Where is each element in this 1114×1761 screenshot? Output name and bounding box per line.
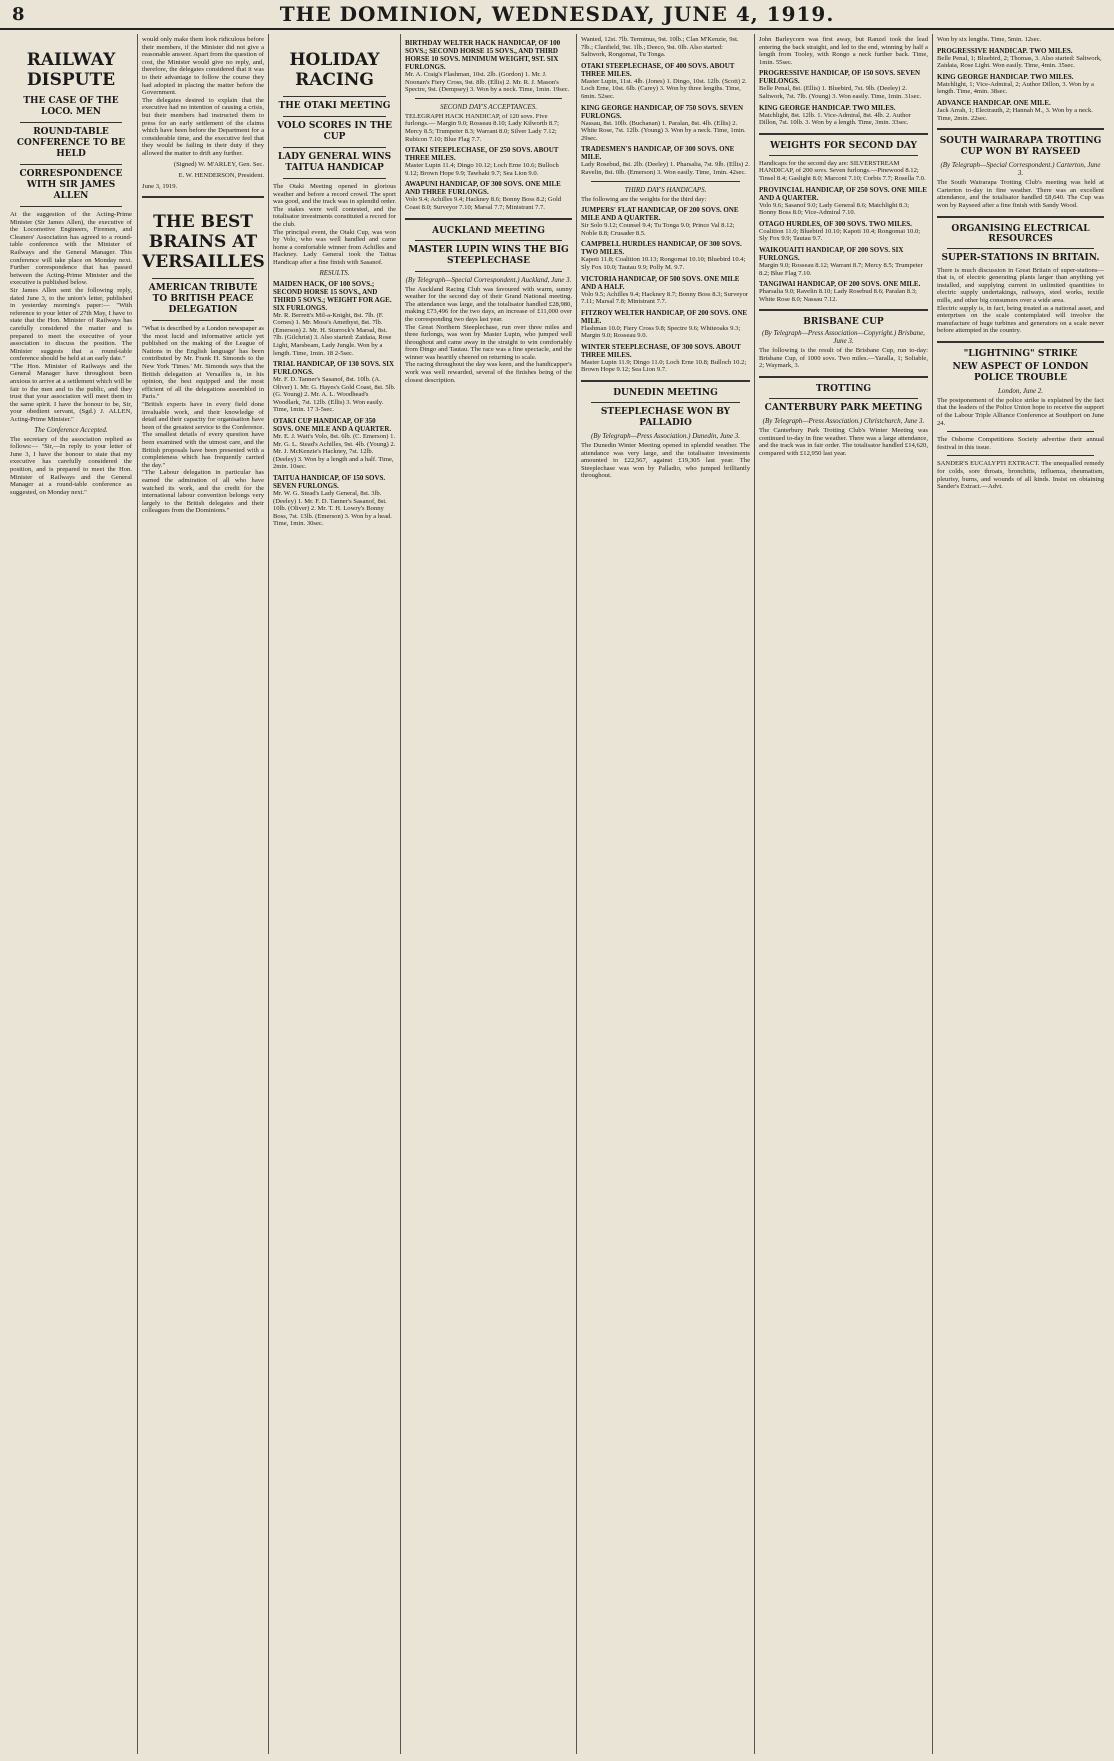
race-heading: WINTER STEEPLECHASE, OF 300 SOVS. ABOUT THREE MILES. [581, 342, 741, 359]
article-paragraph: The principal event, the Otaki Cup, was won by Volo, who was well handled and came home a comfortable winner from Achilles and Hackney. Lady General took the Taitua Handicap after a fine finish with Sasanof. [273, 228, 396, 266]
divider [405, 218, 572, 220]
race-result: Mr. E. J. Watt's Volo, 8st. 6lb. (C. Emerson) 1. Mr. G. L. Stead's Achilles, 9st. 4lb. (Young) 2. Mr. J. McKenzie's Hackney, 7st. 12lb. (Deeley) 3. Won by a length and a half. Time, 2min. 10sec. [273, 433, 396, 471]
wairarapa-headline: SOUTH WAIRARAPA TROTTING CUP WON BY RAYSEED [939, 136, 1102, 158]
article-paragraph: There is much discussion in Great Britain of super-stations—that is, of electric generating plants larger than anything yet installed, and supplying current in unlimited quantities to electric supply undertakings, railways, steel works, textile mills, and other big consumers over a wide area. [937, 266, 1104, 304]
dateline: London, June 2. [997, 386, 1044, 395]
holiday-racing-headline: HOLIDAY RACING [289, 50, 380, 90]
newspaper-title: THE DOMINION, WEDNESDAY, JUNE 4, 1919. [279, 2, 835, 26]
race-result: Nassau, 8st. 10lb. (Buchanan) 1. Paralan, 8st. 4lb. (Ellis) 2. White Rose, 7st. 12lb. (Young) 3. Won by a neck. Time, 1min. 29sec. [581, 119, 746, 142]
race-heading: ADVANCE HANDICAP. ONE MILE. [937, 98, 1051, 107]
electrical-subhead: SUPER-STATIONS IN BRITAIN. [941, 252, 1100, 263]
auckland-subhead: MASTER LUPIN WINS THE BIG STEEPLECHASE [408, 244, 569, 266]
article-paragraph: The Auckland Racing Club was favoured with warm, sunny weather for the second day of their Grand National meeting. The attendance was large, and the totalisator handled £28,980, making £73,496 for the two days, an increase of £11,000 over the corresponding two days last year. [405, 285, 572, 323]
column-7 [932, 34, 1108, 1754]
signature-line: (Signed) W. M'ARLEY, Gen. Sec. [173, 160, 264, 168]
divider [591, 402, 740, 403]
race-heading: OTAKI CUP HANDICAP, OF 350 SOVS. ONE MILE AND A QUARTER. [273, 417, 392, 434]
race-result: Jack Arrah, 1; Electrauth, 2; Hannah M., 3. Won by a neck. Time, 2min. 22sec. [937, 106, 1093, 122]
section-subhead: SECOND DAY'S ACCEPTANCES. [439, 102, 538, 111]
railway-subhead-1: THE CASE OF THE LOCO. MEN [23, 96, 119, 117]
race-heading: PROGRESSIVE HANDICAP, OF 150 SOVS. SEVEN FURLONGS. [759, 69, 921, 86]
divider [283, 178, 386, 179]
race-result: Won by six lengths. Time, 5min. 12sec. [937, 36, 1042, 43]
race-result: Belle Penal, 8st. (Ellis) 1. Bluebird, 7st. 9lb. (Deeley) 2. Saltwork, 7st. 7lb. (Young) 3. Won easily. Time, 1min. 31sec. [759, 85, 922, 100]
advertisement: SANDER'S EUCALYPTI EXTRACT. The unequalled remedy for colds, sore throats, bronchitis, influenza, rheumatism, pleurisy, burns, and wounds of all kinds. Insist on obtaining Sander's Extract.—Advt. [937, 460, 1104, 491]
article-paragraph: At the suggestion of the Acting-Prime Minister (Sir James Allen), the executive of the Locomotive Engineers, Firemen, and Cleaners' Association has agreed to a round-table conference with the Minister of Railways and the General Manager. This conference will take place on Monday next. Further correspondence that has passed between the Acting-Prime Minister and the executive is published below. [10, 211, 132, 287]
article-paragraph: "The Labour delegation in particular has earned the admiration of all who have watched its work, and the credit for the international labour convention belongs very largely to the British delegates and their colleagues from the Dominions." [142, 469, 264, 515]
race-heading: CAMPBELL HURDLES HANDICAP, OF 300 SOVS. TWO MILES. [581, 240, 742, 257]
divider [415, 98, 562, 99]
divider [152, 320, 254, 321]
race-heading: TANGIWAI HANDICAP, OF 200 SOVS. ONE MILE. [759, 280, 921, 289]
race-result: Master Lupin, 11st. 4lb. (Jones) 1. Dingo, 10st. 12lb. (Scott) 2. Loch Erne, 10st. 6lb. (Carey) 3. Won by three lengths. Time, 6min. 52sec. [581, 77, 747, 100]
divider [283, 116, 386, 117]
race-heading: JUMPERS' FLAT HANDICAP, OF 200 SOVS. ONE MILE AND A QUARTER. [581, 206, 739, 223]
handicap-weights: Master Lupin 11.9; Dingo 11.0; Loch Erne 10.8; Bulloch 10.2; Brown Hope 9.12; Sea Lion 9.7. [581, 358, 747, 374]
race-heading: VICTORIA HANDICAP, OF 500 SOVS. ONE MILE AND A HALF. [581, 274, 740, 291]
race-result: Belle Penal, 1; Bluebird, 2; Thomas, 3. Also started: Saltwork, Zaidaia, Rose Light. Won easily. Time, 4min. 35sec. [937, 54, 1102, 70]
column-2 [137, 34, 268, 1754]
race-heading: PROVINCIAL HANDICAP, OF 250 SOVS. ONE MILE AND A QUARTER. [759, 185, 927, 202]
column-6 [754, 34, 932, 1754]
dateline: (By Telegraph—Press Association—Copyright.) Brisbane, June 3. [762, 329, 925, 346]
divider [591, 181, 740, 182]
dateline: (By Telegraph—Special Correspondent.) Auckland, June 3. [405, 275, 572, 284]
dateline: (By Telegraph—Press Association.) Dunedin, June 3. [590, 432, 741, 441]
race-result: Wanted, 12st. 7lb. Terminus, 9st. 10lb.; Clan M'Kenzie, 9st. 7lb.; Clanfield, 9st. 1lb.; Deeco, 9st. 0lb. Also started: Saltwork, Rongomai, Tu Tonga. [581, 36, 739, 59]
masthead [0, 0, 1114, 30]
race-heading: MAIDEN HACK, OF 100 SOVS.; SECOND HORSE 15 SOVS., AND THIRD 5 SOVS.; WEIGHT FOR AGE. SIX FURLONGS. [273, 279, 392, 312]
column-4 [400, 34, 576, 1754]
results-heading: RESULTS. [319, 268, 350, 277]
column-1 [6, 34, 136, 1754]
railway-dispute-headline: RAILWAY DISPUTE [26, 50, 116, 90]
railway-subhead-3: CORRESPONDENCE WITH SIR JAMES ALLEN [19, 169, 123, 201]
railway-subhead-2: ROUND-TABLE CONFERENCE TO BE HELD [16, 127, 126, 159]
race-heading: BIRTHDAY WELTER HACK HANDICAP, OF 100 SOVS.; SECOND HORSE 15 SOVS., AND THIRD HORSE 10 SOVS. MINIMUM WEIGHT, 9ST. SIX FURLONGS. [405, 39, 561, 71]
handicap-weights: Kapoti 11.8; Coalition 10.13; Rongomai 10.10; Bluebird 10.4; Sly Fox 10.0; Tautau 9.9; Polly M. 9.7. [581, 256, 746, 271]
weights-second-day-headline: WEIGHTS FOR SECOND DAY [770, 140, 917, 151]
divider [947, 248, 1094, 249]
race-heading: FITZROY WELTER HANDICAP, OF 200 SOVS. ONE MILE. [581, 308, 748, 325]
article-paragraph: "British experts have in every field done invaluable work, and their knowledge of detail and their capacity for organisation have been of the greatest service to the Conference. The smallest details of every question have been examined with the utmost care, and the British proposals have been presented with a completeness which has frequently carried the day." [142, 401, 264, 469]
divider [937, 128, 1104, 130]
race-result: Lady Rosebud, 8st. 2lb. (Deeley) 1. Pharsalia, 7st. 9lb. (Ellis) 2. Ravelin, 8st. 0lb. (Emerson) 3. Won easily. Time, 1min. 42sec. [581, 161, 750, 176]
handicap-weights: Coalition 11.0; Bluebird 10.10; Kapoti 10.4; Rongomai 10.0; Sly Fox 9.9; Tautau 9.7. [759, 227, 921, 243]
advertisement: The Osborne Competitions Society advertise their annual festival in this issue. [937, 436, 1104, 451]
article-paragraph: Sir James Allen sent the following reply, dated June 3, to the union's letter, published in yesterday morning's paper:— "With reference to your letter of 27th May, I have to state that the Hon. Minister of Railways has carefully considered the matter and is prepared to meet the executive of your association to discuss the position. The Minister suggests that a round-table conference should be held at an early date." [10, 286, 132, 363]
divider [937, 341, 1104, 343]
article-paragraph: The Great Northern Steeplechase, run over three miles and three furlongs, was won by Master Lupin, who jumped well throughout and came away in the straight to win comfortably from Dingo and Tautau. The race was a fine spectacle, and the winner was heartily cheered on returning to scale. [405, 323, 572, 361]
trotting-subhead: CANTERBURY PARK MEETING [764, 403, 923, 414]
divider [947, 431, 1094, 432]
divider [759, 376, 928, 378]
lightning-subhead: NEW ASPECT OF LONDON POLICE TROUBLE [952, 361, 1089, 383]
handicap-weights: Sir Solo 9.12; Counsel 9.4; Tu Tonga 9.0; Prince Val 8.12; Noble 8.8; Crusader 8.5. [581, 222, 735, 237]
electrical-resources-headline: ORGANISING ELECTRICAL RESOURCES [951, 223, 1090, 244]
divider [759, 133, 928, 135]
race-heading: TAITUA HANDICAP, OF 150 SOVS. SEVEN FURLONGS. [273, 474, 386, 491]
article-paragraph: The following is the result of the Brisbane Cup, run to-day: Brisbane Cup, of 1000 sovs. Two miles.—Yaralla, 1; Soliable, 2; Waymark, 3. [759, 347, 928, 370]
divider [947, 455, 1094, 456]
race-result: Mr. A. Craig's Flashman, 10st. 2lb. (Gordon) 1. Mr. J. Noonan's Fiery Cross, 9st. 8lb. (Ellis) 2. Mr. R. J. Mason's Spectre, 9st. (Dempsey) 3. Won by a neck. Time, 1min. 19sec. [405, 71, 570, 94]
letter-date: June 3, 1919. [142, 182, 178, 190]
lightning-strike-headline: "LIGHTNING" STRIKE [963, 348, 1078, 359]
racing-subhead-3: LADY GENERAL WINS TAITUA HANDICAP [277, 152, 392, 173]
divider [769, 398, 918, 399]
dunedin-subhead: STEEPLECHASE WON BY PALLADIO [600, 407, 731, 429]
race-heading: PROGRESSIVE HANDICAP. TWO MILES. [937, 46, 1073, 55]
race-heading: OTAGO HURDLES, OF 300 SOVS. TWO MILES. [759, 219, 912, 228]
handicap-weights: Volo 9.5; Achilles 9.4; Hackney 8.7; Bonny Boss 8.3; Surveyor 7.11; Marsal 7.8; Ministrant 7.7. [581, 290, 749, 306]
article-paragraph: "The Hon. Minister of Railways and the General Manager have throughout been anxious to arrive at a settlement which will be fair to the men and to the public, and they trust that your association will meet them in the same spirit. I have the honour to be, Sir, your obedient servant, (Sgd.) J. ALLEN, Acting-Prime Minister." [10, 362, 132, 424]
divider [20, 122, 122, 123]
handicap-weights: Volo 9.6; Sasanof 9.0; Lady General 8.6; Matchlight 8.3; Bonny Boss 8.0; Vice-Admiral 7.10. [759, 201, 910, 217]
divider [937, 216, 1104, 218]
article-paragraph: The Canterbury Park Trotting Club's Winter Meeting was continued to-day in fine weather. There was a large attendance, and the track was in fair order. The totalisator handled £14,620, compared with £12,950 last year. [759, 427, 928, 457]
section-subhead: THIRD DAY'S HANDICAPS. [624, 185, 707, 194]
section-subhead: The Conference Accepted. [34, 425, 108, 434]
article-paragraph: The Dunedin Winter Meeting opened in splendid weather. The attendance was very large, and the totalisator investments amounted to £22,567, against £19,305 last year. The Steeplechase was won by Palladio, who jumped brilliantly throughout. [581, 442, 750, 480]
race-result: Mr. F. D. Tanner's Sasanof, 8st. 10lb. (A. Oliver) 1. Mr. G. Hayes's Gold Coast, 8st. 5lb. (G. Young) 2. Mr. A. L. Woodhead's Woodlark, 7st. 12lb. (Ellis) 3. Won easily. Time, 1min. 17 3-5sec. [273, 376, 396, 414]
racing-subhead-2: VOLO SCORES IN THE CUP [276, 121, 393, 142]
article-paragraph: The racing throughout the day was keen, and the handicapper's work was well rewarded, several of the finishes being of the closest description. [405, 361, 572, 384]
auckland-meeting-headline: AUCKLAND MEETING [432, 225, 545, 236]
divider [415, 271, 562, 272]
article-paragraph: "What is described by a London newspaper as 'the most lucid and informative article yet published on the making of the League of Nations in the English language' has been contributed by Mr. Frank H. Simonds to the New York 'Times.' Mr. Simonds says that the British delegation at Versailles is, in his opinion, the best equipped and the most efficient of all the delegations assembled in Paris." [142, 325, 264, 401]
brisbane-cup-headline: BRISBANE CUP [803, 317, 884, 328]
handicap-weights: Flashman 10.0; Fiery Cross 9.8; Spectre 9.6; Whiteoaks 9.3; Margin 9.0; Rosseau 9.0. [581, 324, 741, 340]
divider [20, 206, 122, 207]
page-number: 8 [12, 4, 25, 25]
column-3 [268, 34, 400, 1754]
article-paragraph: The Otaki Meeting opened in glorious weather and before a record crowd. The sport was good, and the track was in splendid order. The stakes were well contested, and the totalisator investments constituted a record for the club. [273, 183, 396, 228]
intro-line: The following are the weights for the third day: [581, 195, 707, 203]
race-heading: KING GEORGE HANDICAP. TWO MILES. [937, 72, 1074, 81]
race-result: Matchlight, 1; Vice-Admiral, 2; Author Dillon, 3. Won by a length. Time, 4min. 38sec. [937, 80, 1094, 96]
race-heading: OTAKI STEEPLECHASE, OF 400 SOVS. ABOUT THREE MILES. [581, 61, 735, 78]
acceptances: TELEGRAPH HACK HANDICAP, of 120 sovs. Five furlongs.— Margin 9.0; Rosseau 8.10; Lady Kilworth 8.7; Mercy 8.5; Trumpeter 8.3; Warrant 8.0; Silver Lady 7.12; Rubicon 7.10; Blue Flag 7.7. [405, 112, 559, 143]
trotting-headline: TROTTING [815, 384, 872, 395]
race-heading: OTAKI STEEPLECHASE, OF 250 SOVS. ABOUT THREE MILES. [405, 146, 559, 163]
acceptances: Master Lupin 11.4; Dingo 10.12; Loch Erne 10.6; Bulloch 9.12; Brown Hope 9.9; Tawhaki 9.7; Sea Lion 9.0. [405, 162, 559, 177]
handicap-weights: Handicaps for the second day are: SILVERSTREAM HANDICAP, of 200 sovs. Seven furlongs.—Pinewood 8.12; Tinsel 8.4; Gaslight 8.0; Marconi 7.10; Corbis 7.7; Rosella 7.0. [759, 159, 926, 182]
divider [152, 278, 254, 279]
racing-subhead-1: THE OTAKI MEETING [278, 101, 391, 111]
page-columns [6, 34, 1108, 1756]
article-paragraph: The South Wairarapa Trotting Club's meeting was held at Carterton to-day in fine weather. There was an excellent attendance, and the totalisator handled £8,640. The Cup was won by Rayseed after a fine finish with Sandy Wood. [937, 179, 1104, 209]
dateline: (By Telegraph—Press Association.) Christchurch, June 3. [762, 417, 925, 426]
dunedin-meeting-headline: DUNEDIN MEETING [613, 388, 718, 399]
divider [20, 164, 122, 165]
article-paragraph: John Barleycorn was first away, but Ranzel took the lead entering the back straight, and led to the end, winning by half a length from Tooley, with Rongo a neck further back. Time, 1min. 55sec. [759, 36, 928, 66]
article-paragraph: would only make them look ridiculous before their members, if the Minister did not give a reasonable answer. Apart from the question of cost, the Minister would give no reply, and, therefore, the delegates considered that it was to their advantage to follow the course they had adopted in placing the matter before the Government. [142, 36, 264, 97]
article-paragraph: The delegates desired to explain that the executive had no intention of causing a crisis, but their members had instructed them to press for an early settlement of the claims which have been before the Department for a considerable time, and the executive feel that they would be failing in their duty if they allowed the matter to drift any further. [142, 96, 264, 157]
article-paragraph: Electric supply is, in fact, being treated as a national asset, and enterprises on the scale contemplated will involve the manufacture of huge turbines and generators on a scale never before attempted in the country. [937, 304, 1104, 335]
article-paragraph: The postponement of the police strike is explained by the fact that the leaders of the Police Union hope to receive the support of the Labour Triple Alliance Conference at Southport on June 24. [937, 396, 1104, 427]
acceptances: Volo 9.4; Achilles 9.4; Hackney 8.6; Bonny Boss 8.2; Gold Coast 8.0; Surveyor 7.10; Marsal 7.7; Ministrant 7.7. [405, 196, 562, 211]
versailles-subhead: AMERICAN TRIBUTE TO BRITISH PEACE DELEGATION [148, 283, 258, 316]
handicap-weights: Pharsalia 9.0; Ravelin 8.10; Lady Rosebud 8.6; Paralan 8.3; White Rose 8.0; Nassau 7.12. [759, 288, 917, 303]
divider [415, 240, 562, 241]
race-heading: KING GEORGE HANDICAP. TWO MILES. [759, 103, 896, 112]
race-heading: KING GEORGE HANDICAP, OF 750 SOVS. SEVEN FURLONGS. [581, 103, 744, 120]
race-heading: TRIAL HANDICAP, OF 130 SOVS. SIX FURLONGS. [273, 360, 395, 377]
race-result: Mr. R. Berrett's Mil-a-Knight, 8st. 7lb. (F. Cornes) 1. Mr. Moss's Amethyst, 8st. 7lb. (Emerson) 2. Mr. H. Sturrock's Marsal, 8st. 7lb. (Gilchrist) 3. Also started: Zaidaia, Rose Light, Marsbeam, Lady Jungle. Won by a length. Time, 1min. 18 2-5sec. [273, 311, 392, 357]
race-heading: TRADESMEN'S HANDICAP, OF 300 SOVS. ONE MILE. [581, 145, 735, 162]
divider [769, 155, 918, 156]
race-heading: AWAPUNI HANDICAP, OF 300 SOVS. ONE MILE AND THREE FURLONGS. [405, 180, 561, 197]
signature-line: E. W. HENDERSON, President. [178, 171, 264, 179]
versailles-headline: THE BEST BRAINS AT VERSAILLES [142, 212, 265, 273]
divider [142, 196, 264, 198]
race-result: Matchlight, 8st. 12lb. 1. Vice-Admiral, 8st. 4lb. 2. Author Dillon, 7st. 10lb. 3. Won by a length. Time, 3min. 33sec. [759, 111, 911, 127]
handicap-weights: Margin 9.0; Rosseau 8.12; Warrant 8.7; Mercy 8.5; Trumpeter 8.2; Blue Flag 7.10. [759, 261, 923, 277]
article-paragraph: The secretary of the association replied as follows:— "Sir,—In reply to your letter of June 3, I have the honour to state that my executive has carefully considered the position, and is prepared to meet the Hon. Minister of Railways and the General Manager at a round-table conference as suggested, on Monday next." [10, 435, 132, 496]
divider [283, 147, 386, 148]
race-heading: WAIKOUAITI HANDICAP, OF 200 SOVS. SIX FURLONGS. [759, 245, 904, 262]
dateline: (By Telegraph—Special Correspondent.) Carterton, June 3. [940, 161, 1101, 178]
race-result: Mr. W. G. Stead's Lady General, 8st. 3lb. (Deeley) 1. Mr. F. D. Tanner's Sasanof, 8st. 10lb. (Oliver) 2. Mr. T. H. Lowry's Bonny Boss, 7st. 13lb. (Emerson) 3. Won by a head. Time, 1min. 30sec. [273, 490, 392, 528]
divider [581, 380, 750, 382]
divider [283, 96, 386, 97]
column-5 [576, 34, 754, 1754]
divider [759, 309, 928, 311]
